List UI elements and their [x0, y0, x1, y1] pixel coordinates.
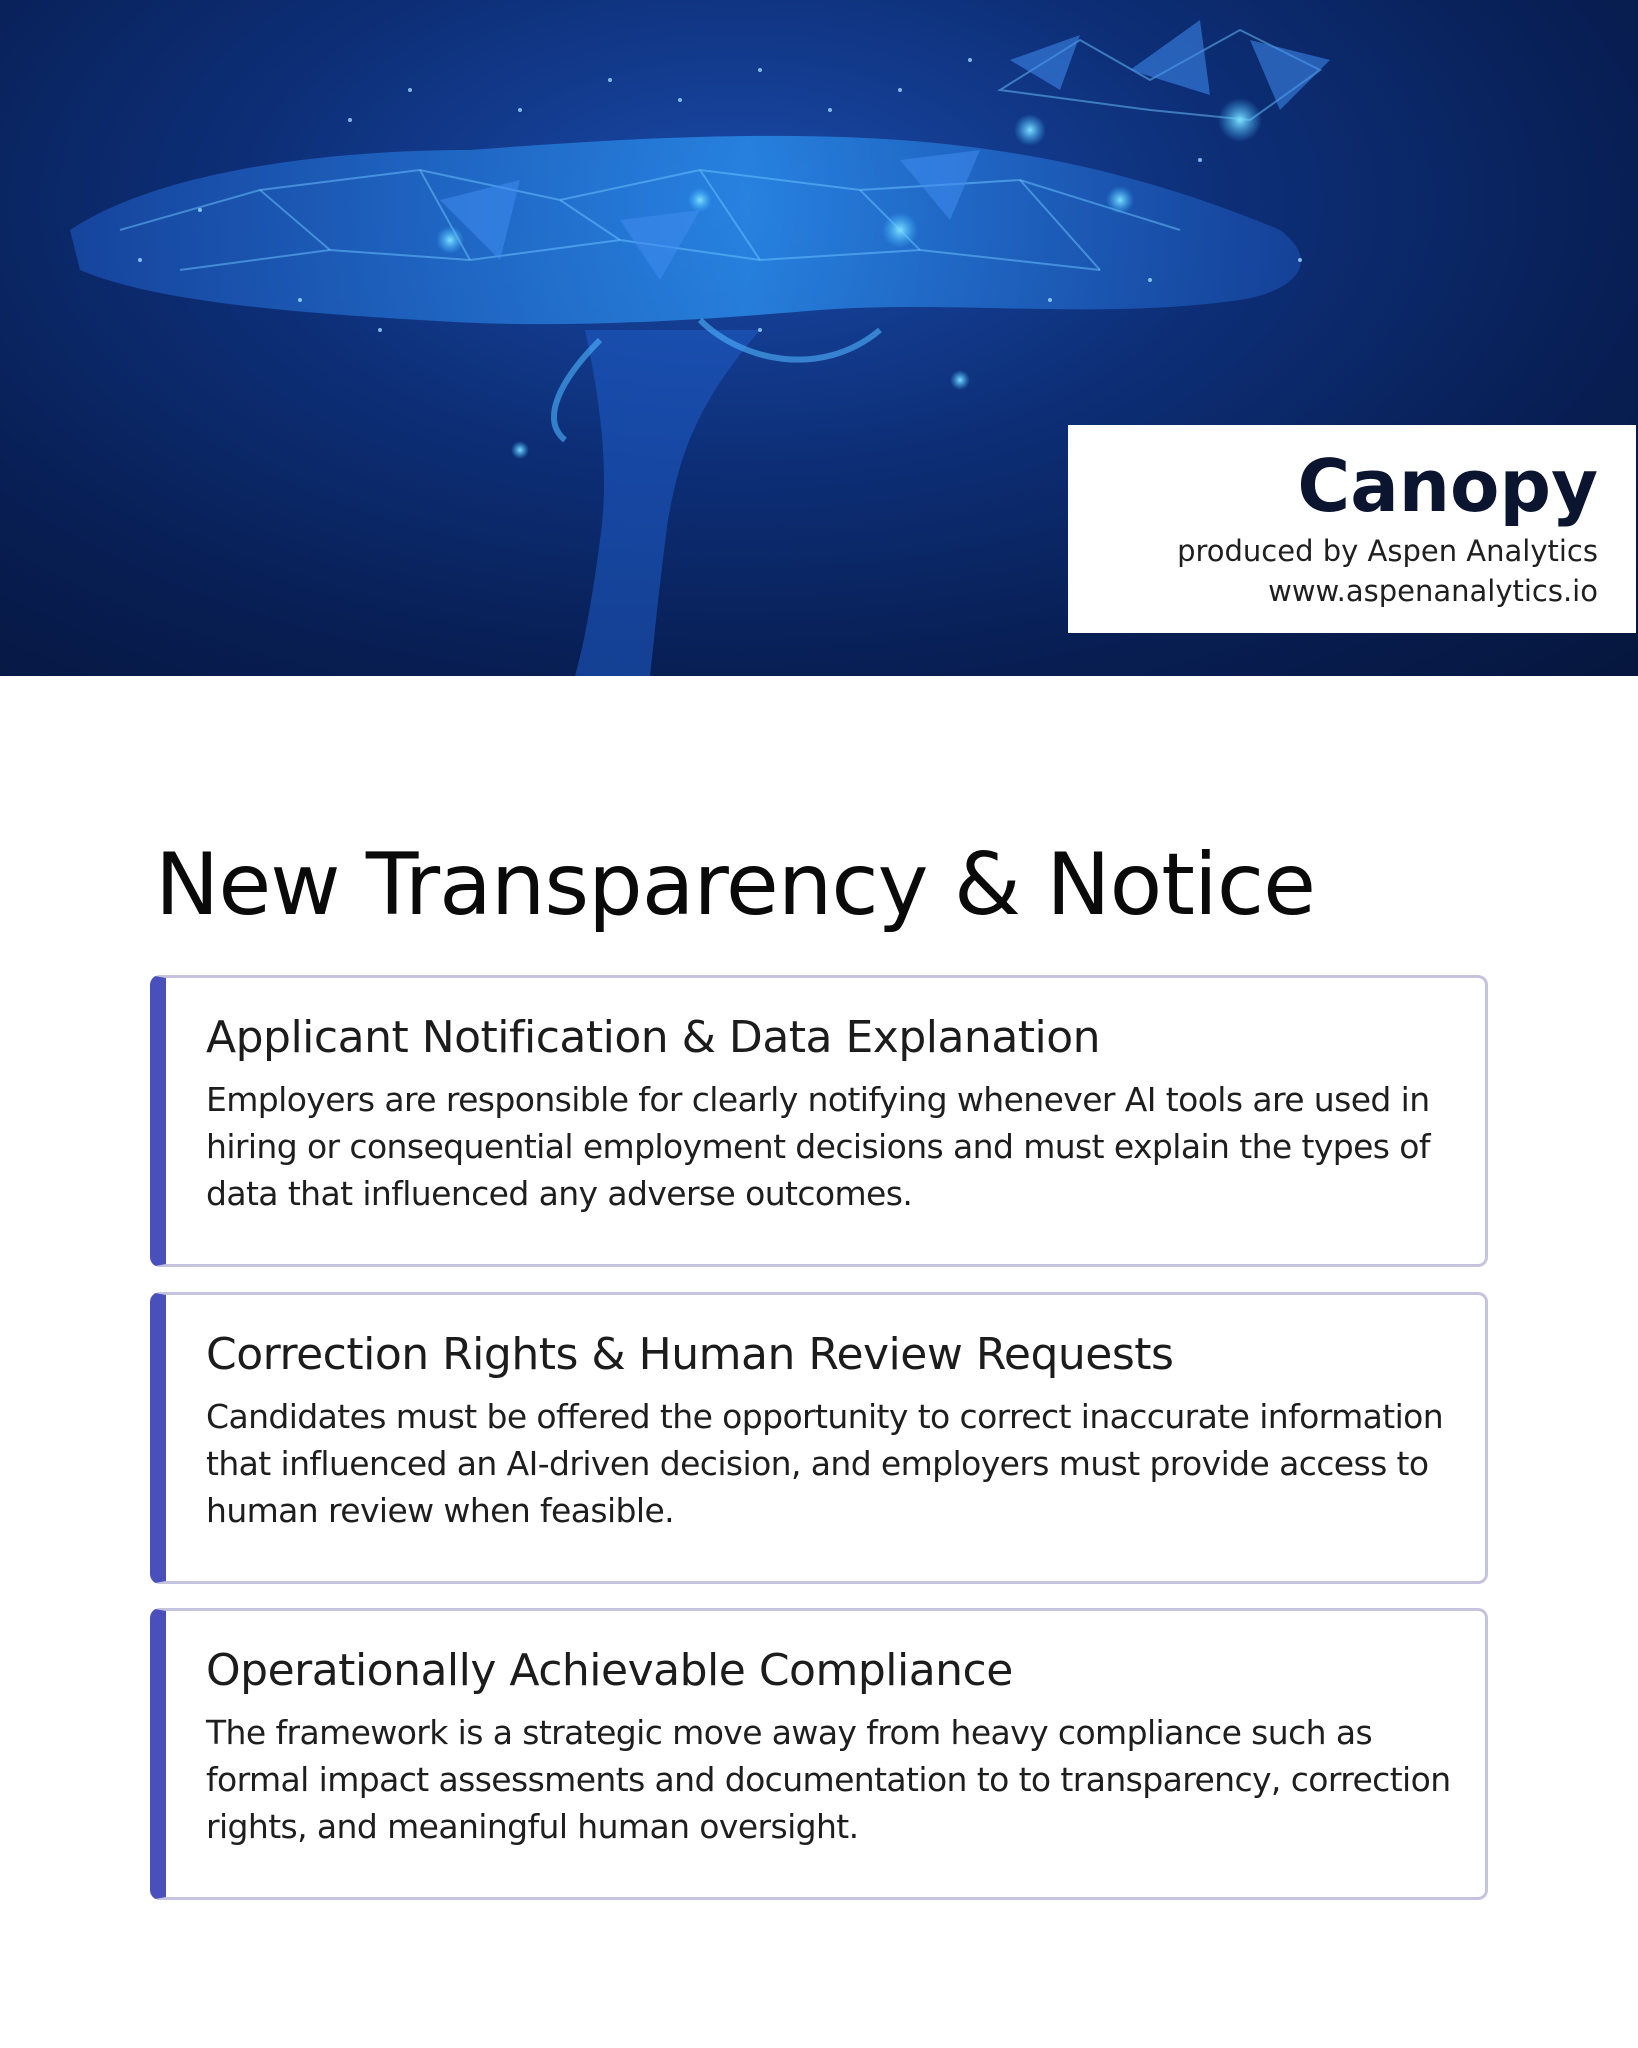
card-body: Employers are responsible for clearly notifying whenever AI tools are used in hiring or consequential employment decisions and must explain the types of data that influenced any adverse outcomes.: [206, 1080, 1430, 1213]
card-heading: Operationally Achievable Compliance: [206, 1645, 1013, 1696]
card-heading: Applicant Notification & Data Explanation: [206, 1012, 1101, 1063]
card-body: Candidates must be offered the opportunity to correct inaccurate information that influenced an AI-driven decision, and employers must provide access to human review when feasible.: [206, 1397, 1444, 1530]
card-body: The framework is a strategic move away from heavy compliance such as formal impact assessments and documentation to to transparency, correction rights, and meaningful human oversight.: [206, 1713, 1451, 1846]
brand-producer: produced by Aspen Analytics: [1177, 534, 1598, 568]
hero-banner: [0, 0, 1638, 676]
info-card-operational-compliance: [150, 1608, 1488, 1900]
info-card-correction-rights: [150, 1292, 1488, 1584]
card-heading: Correction Rights & Human Review Requests: [206, 1329, 1174, 1380]
brand-website: www.aspenanalytics.io: [1268, 574, 1598, 608]
brand-card: [1068, 425, 1636, 633]
brand-title: Canopy: [1297, 444, 1598, 528]
info-card-applicant-notification: [150, 975, 1488, 1267]
page-title: New Transparency & Notice: [155, 835, 1316, 935]
